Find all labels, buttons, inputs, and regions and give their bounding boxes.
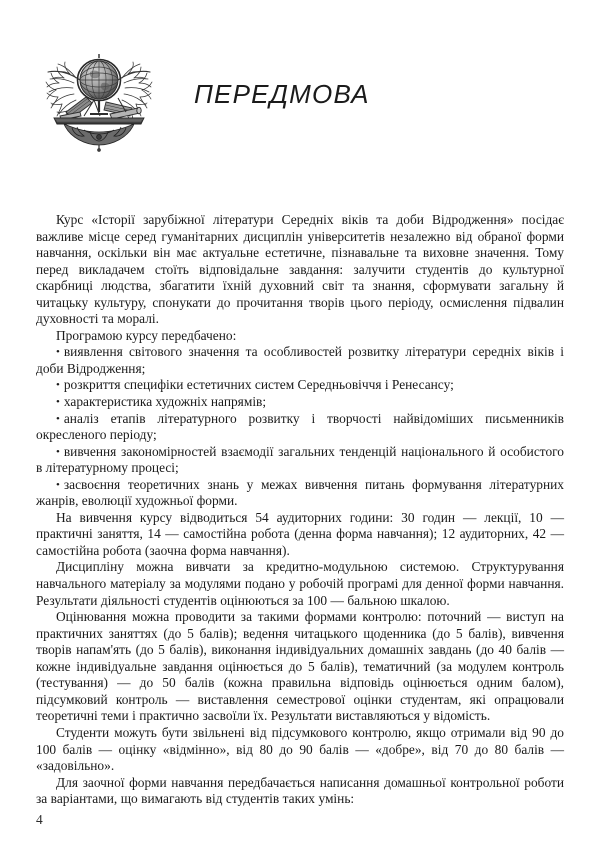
chapter-header — [40, 48, 520, 153]
bullet-marker: • — [56, 379, 60, 392]
paragraph: Програмою курсу передбачено: — [56, 327, 237, 343]
bullet-marker: • — [56, 412, 60, 425]
list-item-text: виявлення світового значення та особливостей розвитку літератури середніх віків і доби Відродження; — [36, 344, 564, 376]
bullet-marker: • — [56, 445, 60, 458]
globe-laurel-books-engraving — [40, 50, 158, 152]
list-item — [36, 377, 564, 394]
paragraph: Оцінювання можна проводити за такими формами контролю: поточний — виступ на практичних заняттях (до 5 балів); ведення читацького щоденника (до 5 балів), вивчення творів напам'ять (до 5 балів), виконання індивідуальних домашніх завдань (до 40 балів — кожне індивідуальне завдання оцінюється до 5 балів), тематичний (за модулем контроль (тестування) — до 50 балів (кожна правильна відповідь оцінюється одним балом), підсумковий контроль — виставлення семестрової оцінки студентам, які опрацювали теоретичні теми і практично засвоїли їх. Результати виставляються у відомість. — [36, 609, 564, 724]
page-number: 4 — [36, 812, 43, 827]
list-item-text: засвоєння теоретичних знань у межах вивчення питань формування літературних жанрів, еволюції художньої форми. — [36, 476, 564, 509]
paragraph: Курс «Історії зарубіжної літератури Середніх віків та доби Відродження» посідає важливе місце серед гуманітарних дисциплін університетів незалежно від обраної форми навчання, оскільки він має актуальне естетичне, пізнавальне та виховне значення. Тому перед викладачем стоїть відповідальне завдання: залучити студентів до культурної скарбниці людства, збагатити їхній духовний світ та знання, сформувати загальну й читацьку культуру, спонукати до прочитання творів цього періоду, осмислення підвалин духовності та моралі. — [36, 212, 564, 327]
page-title: ПЕРЕДМОВА — [194, 79, 370, 109]
list-item — [36, 477, 564, 510]
paragraph: На вивчення курсу відводиться 54 аудиторних години: 30 годин — лекції, 10 — практичні заняття, 14 — самостійна робота (денна форма навчання); 12 аудиторних, 42 — самостійна робота (заочна форма навчання). — [36, 509, 564, 558]
list-item — [36, 411, 564, 444]
list-item-text: аналіз етапів літературного розвитку і творчості найвідоміших письменників окресленого періоду; — [36, 410, 564, 443]
list-item-text: вивчення закономірностей взаємодії загальних тенденцій національного й особистого в літературному процесі; — [36, 443, 564, 476]
preface-body — [36, 212, 564, 808]
bullet-marker: • — [56, 396, 60, 409]
list-item — [36, 344, 564, 377]
paragraph: Для заочної форми навчання передбачається написання домашньої контрольної роботи за варіантами, що вимагають від студентів таких умінь: — [36, 774, 564, 807]
paragraph: Студенти можуть бути звільнені від підсумкового контролю, якщо отримали від 90 до 100 балів — оцінку «відмінно», від 80 до 90 балів — «добре», від 70 до 80 балів — «задовільно». — [36, 724, 564, 774]
bullet-marker: • — [56, 346, 60, 359]
list-item-text: характеристика художніх напрямів; — [63, 394, 267, 410]
list-item — [36, 444, 564, 477]
list-item-text: розкриття специфіки естетичних систем Середньовіччя і Ренесансу; — [63, 377, 454, 393]
paragraph: Дисципліну можна вивчати за кредитно-модульною системою. Структурування навчального матеріалу за модулями подано у робочій програмі для денної форми навчання. Результати діяльності студентів оцінюються за 100 — бальною шкалою. — [36, 559, 564, 608]
list-item — [36, 394, 564, 411]
bullet-marker: • — [56, 478, 60, 491]
